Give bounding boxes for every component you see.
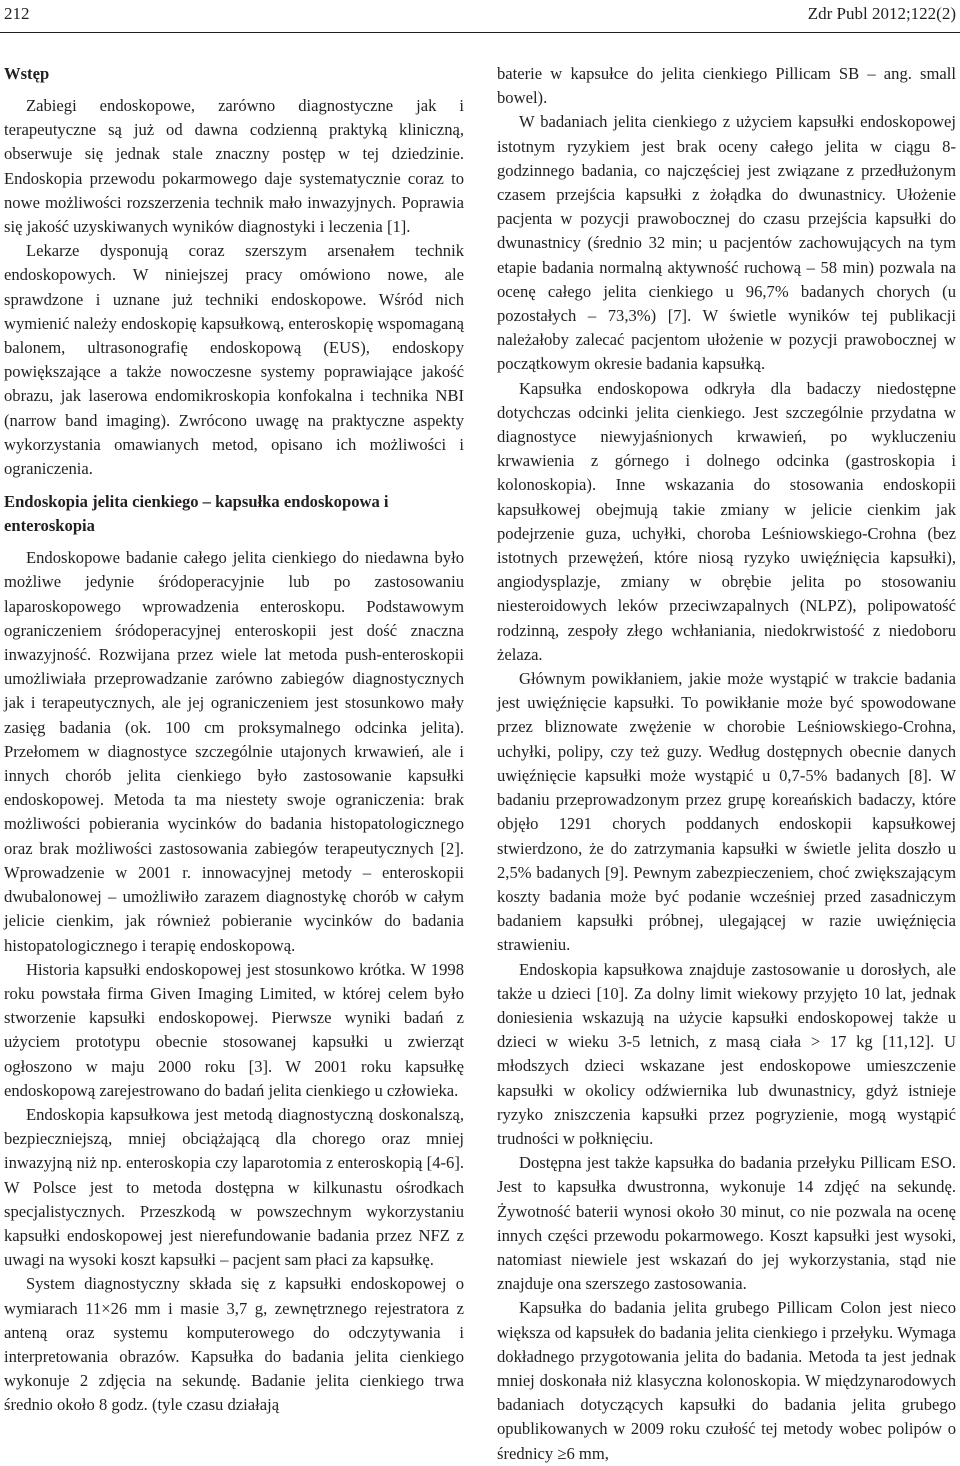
section-paragraph: Endoskopia kapsułkowa jest metodą diagnostyczną doskonalszą, bezpieczniejszą, mniej obciążającą dla chorego oraz mniej inwazyjną niż np. enteroskopia czy laparotomia z enteroskopią [4-6]. W Polsce jest to metoda dostępna w kilkunastu ośrodkach specjalistycznych. Przeszkodą w powszechnym wykorzystaniu kapsułki endoskopowej jest nierefundowanie badania przez NFZ z uwagi na wysoki koszt kapsułki – pacjent sam płaci za kapsułkę.: [4, 1104, 464, 1270]
page-header: [0, 0, 960, 34]
continued-paragraph: baterie w kapsułce do jelita cienkiego Pillicam SB – ang. small bowel).: [497, 64, 956, 108]
section-paragraph: Historia kapsułki endoskopowej jest stosunkowo krótka. W 1998 roku powstała firma Given Imaging Limited, w której celem było stworzenie kapsułki endoskopowej. Pierwsze wyniki badań z użyciem prototypu obecnie stosowanej kapsułki u zwierząt ogłoszono w maju 2000 roku [3]. W 2001 roku kapsułkę endoskopową zarejestrowano do badań jelita cienkiego u człowieka.: [4, 959, 464, 1100]
body-paragraph: Kapsułka endoskopowa odkryła dla badaczy niedostępne dotychczas odcinki jelita cienkiego. Jest szczególnie przydatna w diagnostyce niewyjaśnionych krwawień, po wykluczeniu krwawienia z górnego i dolnego odcinka (gastroskopia i kolonoskopia). Inne wskazania do stosowania endoskopii kapsułkowej obejmują takie zmiany w jelicie cienkim jak podejrzenie guza, uchyłki, choroba Leśniowskiego-Crohna (bez istotnych przewężeń, które niosą ryzyko uwięźnięcia kapsułki), angiodysplazje, zmiany w obrębie jelita po stosowaniu niesteroidowych leków przeciwzapalnych (NLPZ), polipowatość rodzinną, zespoły złego wchłaniania, niedokrwistość z niedoboru żelaza.: [497, 378, 956, 664]
body-paragraph: Głównym powikłaniem, jakie może wystąpić w trakcie badania jest uwięźnięcie kapsułki. To powikłanie może być spowodowane przez bliznowate zwężenie w chorobie Leśniowskiego-Crohna, uchyłki, polipy, czy też guzy. Według dostępnych obecnie danych uwięźnięcie kapsułki może wystąpić u 0,7-5% badanych [8]. W badaniu przeprowadzonym przez grupę koreańskich badaczy, które objęło 1291 chorych poddanych endoskopii kapsułkowej stwierdzono, że do zatrzymania kapsułki w świetle jelita doszło u 2,5% badanych [9]. Pewnym zabezpieczeniem, choć zwiększającym koszty badania może być podanie wcześniej przed zasadniczym badaniem kapsułki próbnej, ulegającej w razie uwięźnięcia strawieniu.: [497, 669, 956, 955]
body-paragraph: Endoskopia kapsułkowa znajduje zastosowanie u dorosłych, ale także u dzieci [10]. Za dolny limit wiekowy przyjęto 10 lat, jednak doniesienia wskazują na użycie kapsułki endoskopowej także u dzieci w wieku 3-5 letnich, z masą ciała > 17 kg [11,12]. U młodszych dzieci wskazane jest endoskopowe umieszczenie kapsułki w okolicy odźwiernika lub dwunastnicy, gdyż istnieje ryzyko zniszczenia kapsułki przez pogryzienie, mogą wystąpić trudności w połknięciu.: [497, 959, 956, 1148]
section-paragraph: Endoskopowe badanie całego jelita cienkiego do niedawna było możliwe jedynie śródoperacyjnie lub po zastosowaniu laparoskopowego wprowadzenia enteroskopu. Podstawowym ograniczeniem śródoperacyjnej enteroskopii jest dość znaczna inwazyjność. Rozwijana przez wiele lat metoda push-enteroskopii umożliwiała przeprowadzanie zarówno zabiegów diagnostycznych jak i terapeutycznych, ale jej ograniczeniem jest stosunkowo mały zasięg badania (ok. 100 cm proksymalnego odcinka jelita). Przełomem w diagnostyce szczególnie utajonych krwawień, ale i innych chorób jelita cienkiego było zastosowanie kapsułki endoskopowej. Metoda ta ma niestety swoje ograniczenia: brak możliwości pobierania wycinków do badania histopatologicznego oraz brak możliwości zastosowania zabiegów terapeutycznych [2]. Wprowadzenie w 2001 r. innowacyjnej metody – enteroskopii dwubalonowej – umożliwiło zarazem diagnostykę chorób w całym jelicie cienkim, jak również pobieranie wycinków do badania histopatologicznego i terapię endoskopową.: [4, 548, 464, 955]
body-paragraph: Kapsułka do badania jelita grubego Pillicam Colon jest nieco większa od kapsułek do badania jelita cienkiego i przełyku. Wymaga dokładnego przygotowania jelita do badania. Metoda ta jest jednak mniej doskonała niż klasyczna kolonoskopia. W międzynarodowych badaniach dotyczących kapsułki do badania jelita grubego opublikowanych w 2009 roku czułość tej metody wobec polipów o średnicy ≥6 mm,: [497, 1298, 956, 1463]
body-paragraph: Dostępna jest także kapsułka do badania przełyku Pillicam ESO. Jest to kapsułka dwustronna, wykonuje 14 zdjęć na sekundę. Żywotność baterii wynosi około 30 minut, co nie pozwala na ocenę innych części przewodu pokarmowego. Koszt kapsułki jest wysoki, natomiast niewiele jest wskazań do jej wykorzystania, stąd nie znajduje ona szerszego zastosowania.: [497, 1153, 956, 1294]
page-number: 212: [4, 4, 30, 23]
body-paragraph: W badaniach jelita cienkiego z użyciem kapsułki endoskopowej istotnym ryzykiem jest brak oceny całego jelita w ciągu 8-godzinnego badania, co najczęściej jest związane z przedłużonym czasem przejścia kapsułki z żołądka do dwunastnicy. Ułożenie pacjenta w pozycji prawobocznej do czasu przejścia kapsułki do dwunastnicy (średnio 32 min; u pacjentów zachowujących na tym etapie badania normalną aktywność ruchową – 58 min) pozwala na ocenę całego jelita cienkiego u 96,7% badanych chorych (u pozostałych – 73,3%) [7]. W świetle wyników tej publikacji należałoby zalecać pacjentom ułożenie w pozycji prawobocznej w początkowym okresie badania kapsułką.: [497, 112, 956, 374]
header-rule: [0, 32, 960, 33]
heading-section: Endoskopia jelita cienkiego – kapsułka endoskopowa i enteroskopia: [4, 492, 389, 536]
section-paragraph: System diagnostyczny składa się z kapsułki endoskopowej o wymiarach 11×26 mm i masie 3,7 g, zewnętrznego rejestratora z anteną oraz systemu komputerowego do odczytywania i interpretowania obrazów. Kapsułka do badania jelita cienkiego wykonuje 2 zdjęcia na sekundę. Badanie jelita cienkiego trwa średnio około 8 godz. (tyle czasu działają: [4, 1274, 464, 1415]
intro-paragraph: Lekarze dysponują coraz szerszym arsenałem technik endoskopowych. W niniejszej pracy omówiono nowe, ale sprawdzone i uznane już techniki endoskopowe. Wśród nich wymienić należy endoskopię kapsułkową, enteroskopię wspomaganą balonem, ultrasonografię endoskopową (EUS), endoskopy powiększające a także nowoczesne systemy poprawiające jakość obrazu, jak laserowa endomikroskopia konfokalna i technika NBI (narrow band imaging). Zwrócono uwagę na praktyczne aspekty wykorzystania omawianych metod, opisano ich możliwości i ograniczenia.: [4, 241, 464, 479]
left-column: [4, 62, 464, 1418]
right-column: [497, 62, 956, 1466]
journal-citation: Zdr Publ 2012;122(2): [807, 4, 956, 23]
heading-intro: Wstęp: [4, 64, 50, 83]
intro-paragraph: Zabiegi endoskopowe, zarówno diagnostyczne jak i terapeutyczne są już od dawna codzienną praktyką kliniczną, obserwuje się jednak stale znaczny postęp w tej dziedzinie. Endoskopia przewodu pokarmowego daje systematycznie coraz to nowe możliwości rozszerzenia technik mało inwazyjnych. Poprawia się jakość uzyskiwanych wyników diagnostyki i leczenia [1].: [4, 96, 464, 237]
